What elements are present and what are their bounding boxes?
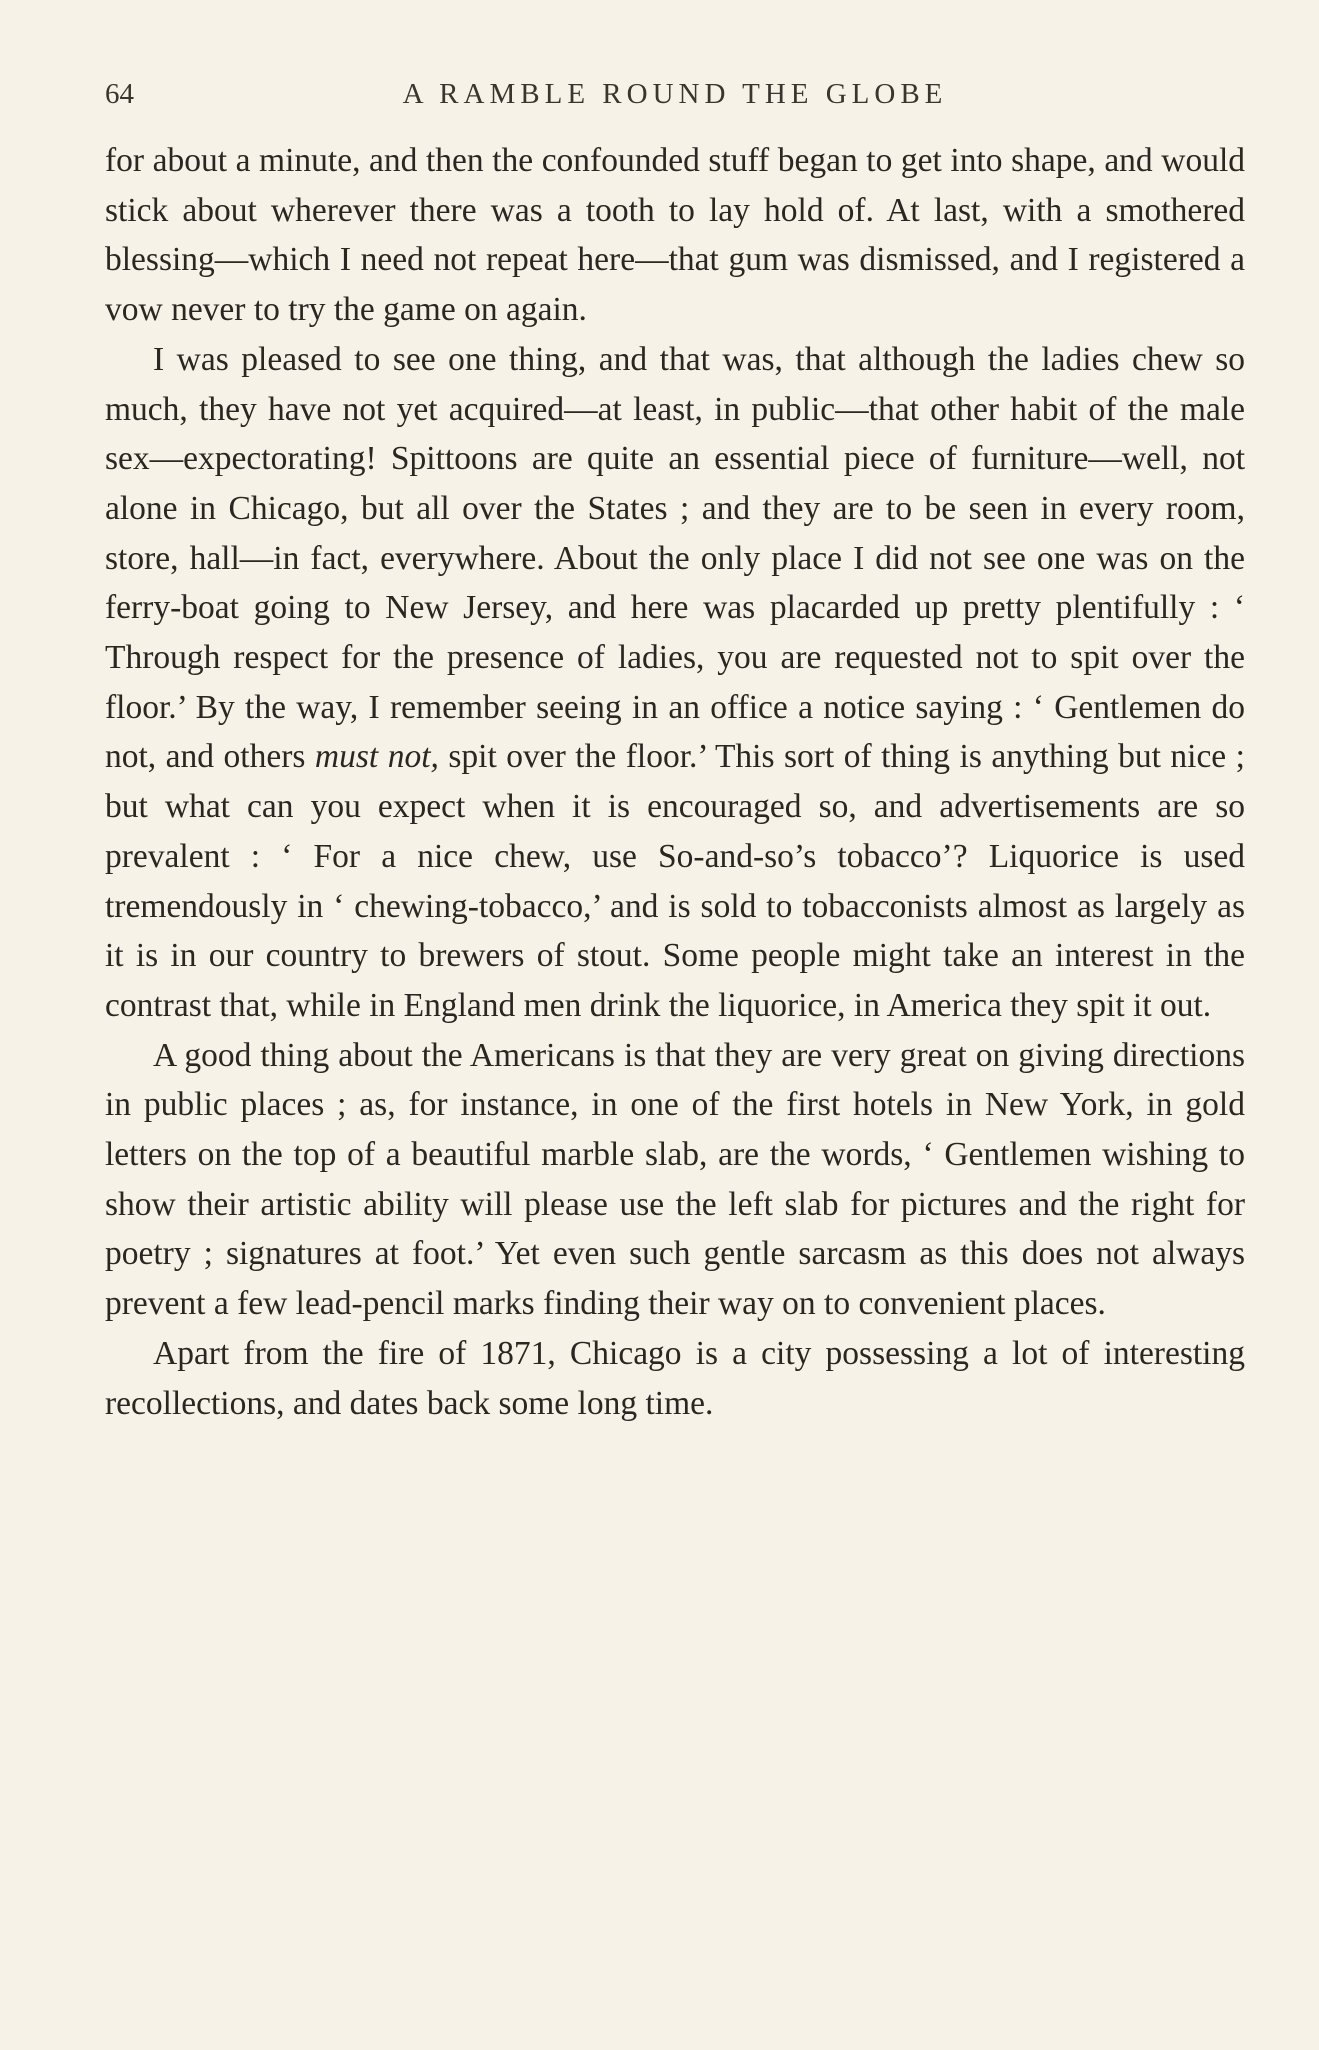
italic-text-segment: must not, <box>314 738 439 776</box>
body-text <box>105 136 1245 1428</box>
text-segment: A good thing about the Americans is that they are very great on giving directions in public places ; as, for instance, in one of the first hotels in New York, in gold letters on the top of a beautiful marble slab, are the words, ‘ Gentlemen wishing to show their artistic ability will please use the left slab for pictures and the right for poetry ; signatures at foot.’ Yet even such gentle sarcasm as this does not always prevent a few lead-pencil marks finding their way on to convenient places. <box>105 1036 1245 1323</box>
text-segment: for about a minute, and then the confounded stuff began to get into shape, and would stick about wherever there was a tooth to lay hold of. At last, with a smothered blessing—which I need not repeat here—that gum was dismissed, and I registered a vow never to try the game on again. <box>105 142 1245 329</box>
book-page <box>105 78 1245 1428</box>
paragraph <box>105 335 1245 1031</box>
page-number: 64 <box>105 78 134 110</box>
paragraph <box>105 1031 1245 1329</box>
running-title: A RAMBLE ROUND THE GLOBE <box>402 78 948 110</box>
running-header <box>105 78 1245 124</box>
paragraph <box>105 1329 1245 1428</box>
text-segment: spit over the floor.’ This sort of thing is anything but nice ; but what can you expect when it is encouraged so, and advertisements are so prevalent : ‘ For a nice chew, use So-and-so’s tobacco’? Liquorice is used tremendously in ‘ chewing-tobacco,’ and is sold to tobacconists almost as largely as it is in our country to brewers of stout. Some people might take an interest in the contrast that, while in England men drink the liquorice, in America they spit it out. <box>105 738 1245 1024</box>
paragraph <box>105 136 1245 335</box>
text-segment: Apart from the fire of 1871, Chicago is a city possessing a lot of interesting recollections, and dates back some long time. <box>105 1334 1245 1422</box>
text-segment: I was pleased to see one thing, and that was, that although the ladies chew so much, they have not yet acquired—at least, in public—that other habit of the male sex—expectorating! Spittoons are quite an essential piece of furniture—well, not alone in Chicago, but all over the States ; and they are to be seen in every room, store, hall—in fact, everywhere. About the only place I did not see one was on the ferry-boat going to New Jersey, and here was placarded up pretty plentifully : ‘ Through respect for the presence of ladies, you are requested not to spit over the floor.’ By the way, I remember seeing in an office a notice saying : ‘ Gentlemen do not, and others <box>105 340 1245 776</box>
